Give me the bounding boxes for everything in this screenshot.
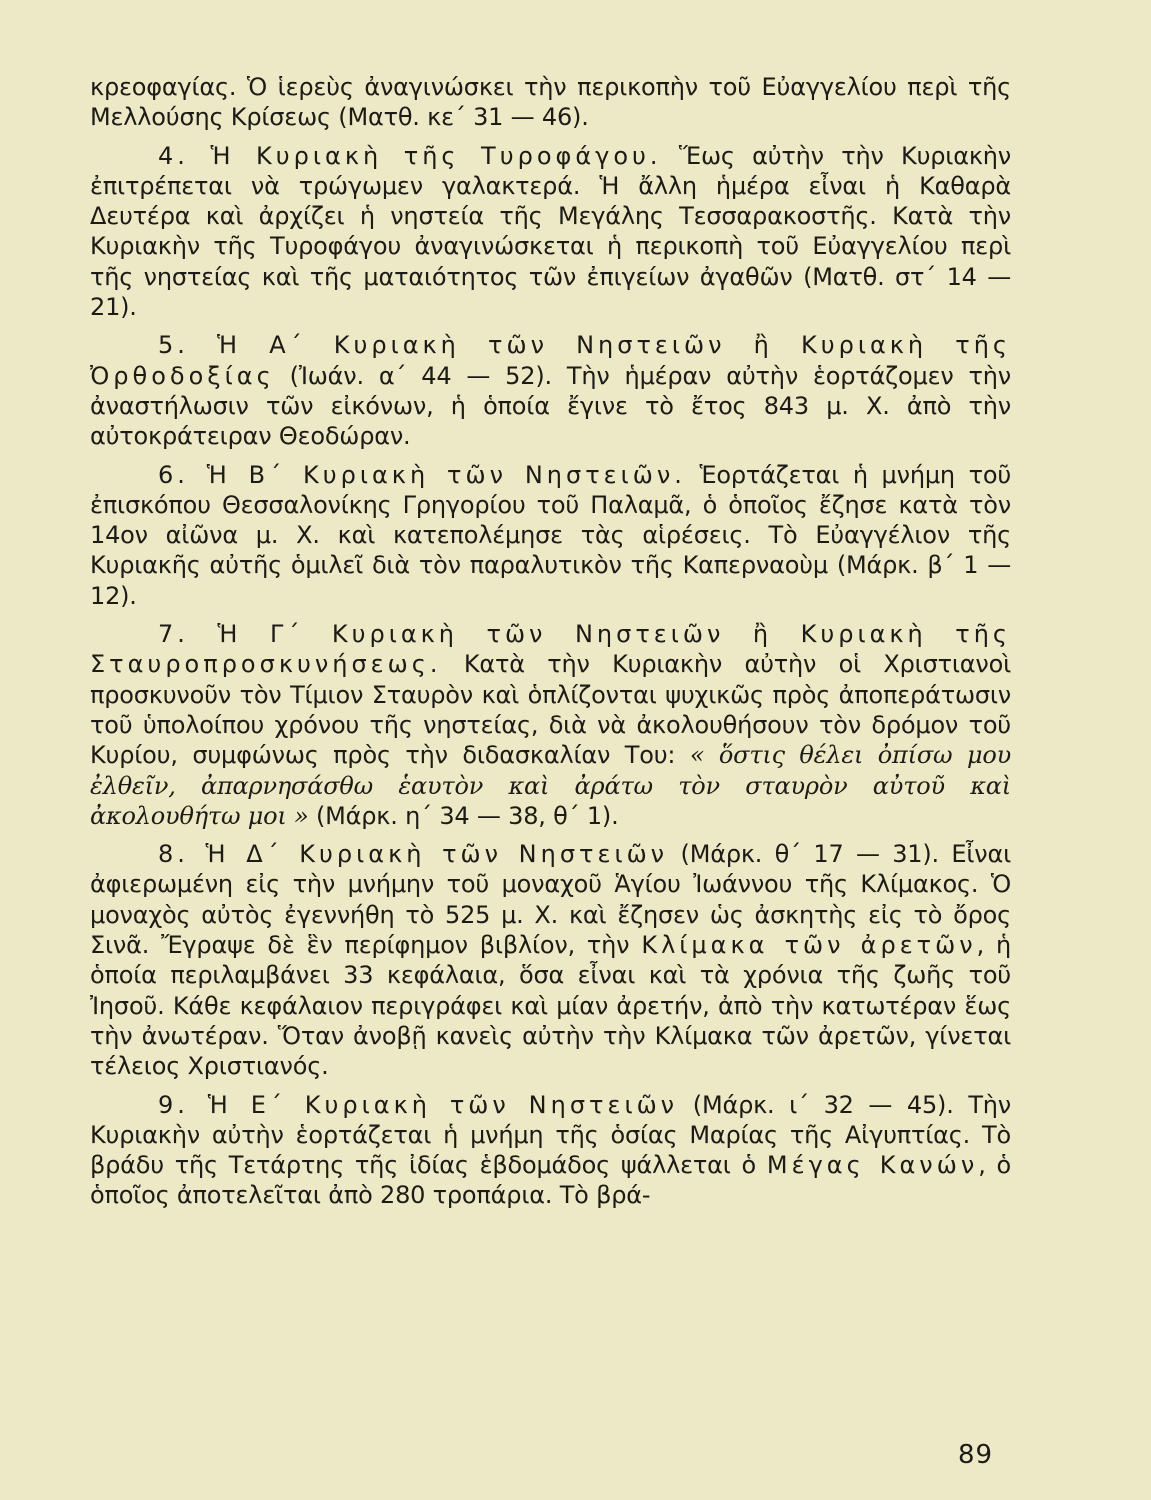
paragraph: [90, 839, 1011, 1081]
paragraph-text: , ἡ ὁποία περιλαμβάνει 33 κεφάλαια, ὅσα εἶναι καὶ τὰ χρόνια τῆς ζωῆς τοῦ Ἰησοῦ. Κάθε κεφάλαιον περιγράφει καὶ μίαν ἀρετήν, ἀπὸ τὴν κατωτέραν ἕως τὴν ἀνωτέραν. Ὅταν ἀνοβῇ κανεὶς αὐτὴν τὴν Κλίμακα τῶν ἀρετῶν, γίνεται τέλειος Χριστιανός.: [90, 931, 1012, 1081]
paragraph-text: Ἕως αὐτὴν τὴν Κυριακὴν ἐπιτρέπεται νὰ τρώγωμεν γαλακτερά. Ἡ ἄλλη ἡμέρα εἶναι ἡ Καθαρὰ Δευτέρα καὶ ἀρχίζει ἡ νηστεία τῆς Μεγάλης Τεσσαρακοστῆς. Κατὰ τὴν Κυριακὴν τῆς Τυροφάγου ἀναγινώσκεται ἡ περικοπὴ τοῦ Εὐαγγελίου περὶ τῆς νηστείας καὶ τῆς ματαιότητος τῶν ἐπιγείων ἀγαθῶν (Ματθ. στ΄ 14 — 21).: [90, 141, 1011, 322]
paragraph: [90, 72, 1011, 133]
page-number: 89: [958, 1440, 994, 1470]
paragraph: [90, 330, 1011, 451]
paragraph-heading: 9. Ἡ Ε΄ Κυριακὴ τῶν Νηστειῶν: [158, 1090, 679, 1119]
paragraph: [90, 460, 1011, 611]
paragraph-heading: 8. Ἡ Δ΄ Κυριακὴ τῶν Νηστειῶν: [158, 840, 669, 869]
paragraph-heading: 5. Ἡ Α΄ Κυριακὴ τῶν Νηστειῶν ἢ Κυριακὴ τῆς Ὀρθοδοξίας: [90, 331, 1011, 390]
paragraph-text: (Μάρκ. η΄ 34 — 38, θ΄ 1).: [308, 801, 619, 830]
body-text: [90, 72, 1011, 1211]
paragraph-heading: Μέγας Κανών: [766, 1151, 979, 1180]
paragraph-text: Κατὰ τὴν Κυριακὴν αὐτὴν οἱ Χριστιανοὶ προσκυνοῦν τὸν Τίμιον Σταυρὸν καὶ ὁπλίζονται ψυχικῶς πρὸς ἀποπεράτωσιν τοῦ ὑπολοίπου χρόνου τῆς νηστείας, διὰ νὰ ἀκολουθήσουν τὸν δρόμον τοῦ Κυρίου, συμφώνως πρὸς τὴν διδασκαλίαν Του:: [90, 650, 1011, 770]
paragraph: [90, 619, 1011, 831]
paragraph: [90, 1090, 1011, 1211]
paragraph-heading: 7. Ἡ Γ΄ Κυριακὴ τῶν Νηστειῶν ἢ Κυριακὴ τῆς Σταυροπροσκυνήσεως.: [90, 620, 1011, 679]
paragraph-text: κρεοφαγίας. Ὁ ἱερεὺς ἀναγινώσκει τὴν περικοπὴν τοῦ Εὐαγγελίου περὶ τῆς Μελλούσης Κρίσεως (Ματθ. κε΄ 31 — 46).: [90, 73, 1011, 132]
paragraph-text: Ἑορτάζεται ἡ μνήμη τοῦ ἐπισκόπου Θεσσαλονίκης Γρηγορίου τοῦ Παλαμᾶ, ὁ ὁποῖος ἔζησε κατὰ τὸν 14ον αἰῶνα μ. Χ. καὶ κατεπολέμησε τὰς αἱρέσεις. Τὸ Εὐαγγέλιον τῆς Κυριακῆς αὐτῆς ὁμιλεῖ διὰ τὸν παραλυτικὸν τῆς Καπερναοὺμ (Μάρκ. β΄ 1 — 12).: [90, 460, 1012, 610]
paragraph-heading: Κλίμακα τῶν ἀρετῶν: [641, 931, 977, 960]
quotation: « ὅστις θέλει ὀπίσω μου ἐλθεῖν, ἀπαρνησάσθω ἑαυτὸν καὶ ἀράτω τὸν σταυρὸν αὐτοῦ καὶ ἀκολουθήτω μοι »: [90, 741, 1011, 830]
paragraph-text: (Ἰωάν. α΄ 44 — 52). Τὴν ἡμέραν αὐτὴν ἑορτάζομεν τὴν ἀναστήλωσιν τῶν εἰκόνων, ἡ ὁποία ἔγινε τὸ ἔτος 843 μ. Χ. ἀπὸ τὴν αὐτοκράτειραν Θεοδώραν.: [90, 361, 1011, 451]
paragraph-text: , ὁ ὁποῖος ἀποτελεῖται ἀπὸ 280 τροπάρια. Τὸ βρά-: [90, 1151, 1012, 1210]
paragraph-text: (Μάρκ. θ΄ 17 — 31). Εἶναι ἀφιερωμένη εἰς τὴν μνήμην τοῦ μοναχοῦ Ἁγίου Ἰωάννου τῆς Κλίμακος. Ὁ μοναχὸς αὐτὸς ἐγεννήθη τὸ 525 μ. Χ. καὶ ἔζησεν ὡς ἀσκητὴς εἰς τὸ ὄρος Σινᾶ. Ἔγραψε δὲ ἓν περίφημον βιβλίον, τὴν: [90, 840, 1012, 960]
paragraph-heading: 4. Ἡ Κυριακὴ τῆς Τυροφάγου.: [158, 141, 662, 170]
paragraph: [90, 141, 1011, 323]
paragraph-text: (Μάρκ. ι΄ 32 — 45). Τὴν Κυριακὴν αὐτὴν ἑορτάζεται ἡ μνήμη τῆς ὁσίας Μαρίας τῆς Αἰγυπτίας. Τὸ βράδυ τῆς Τετάρτης τῆς ἰδίας ἑβδομάδος ψάλλεται ὁ: [90, 1090, 1011, 1180]
paragraph-heading: 6. Ἡ Β΄ Κυριακὴ τῶν Νηστειῶν.: [158, 460, 686, 489]
